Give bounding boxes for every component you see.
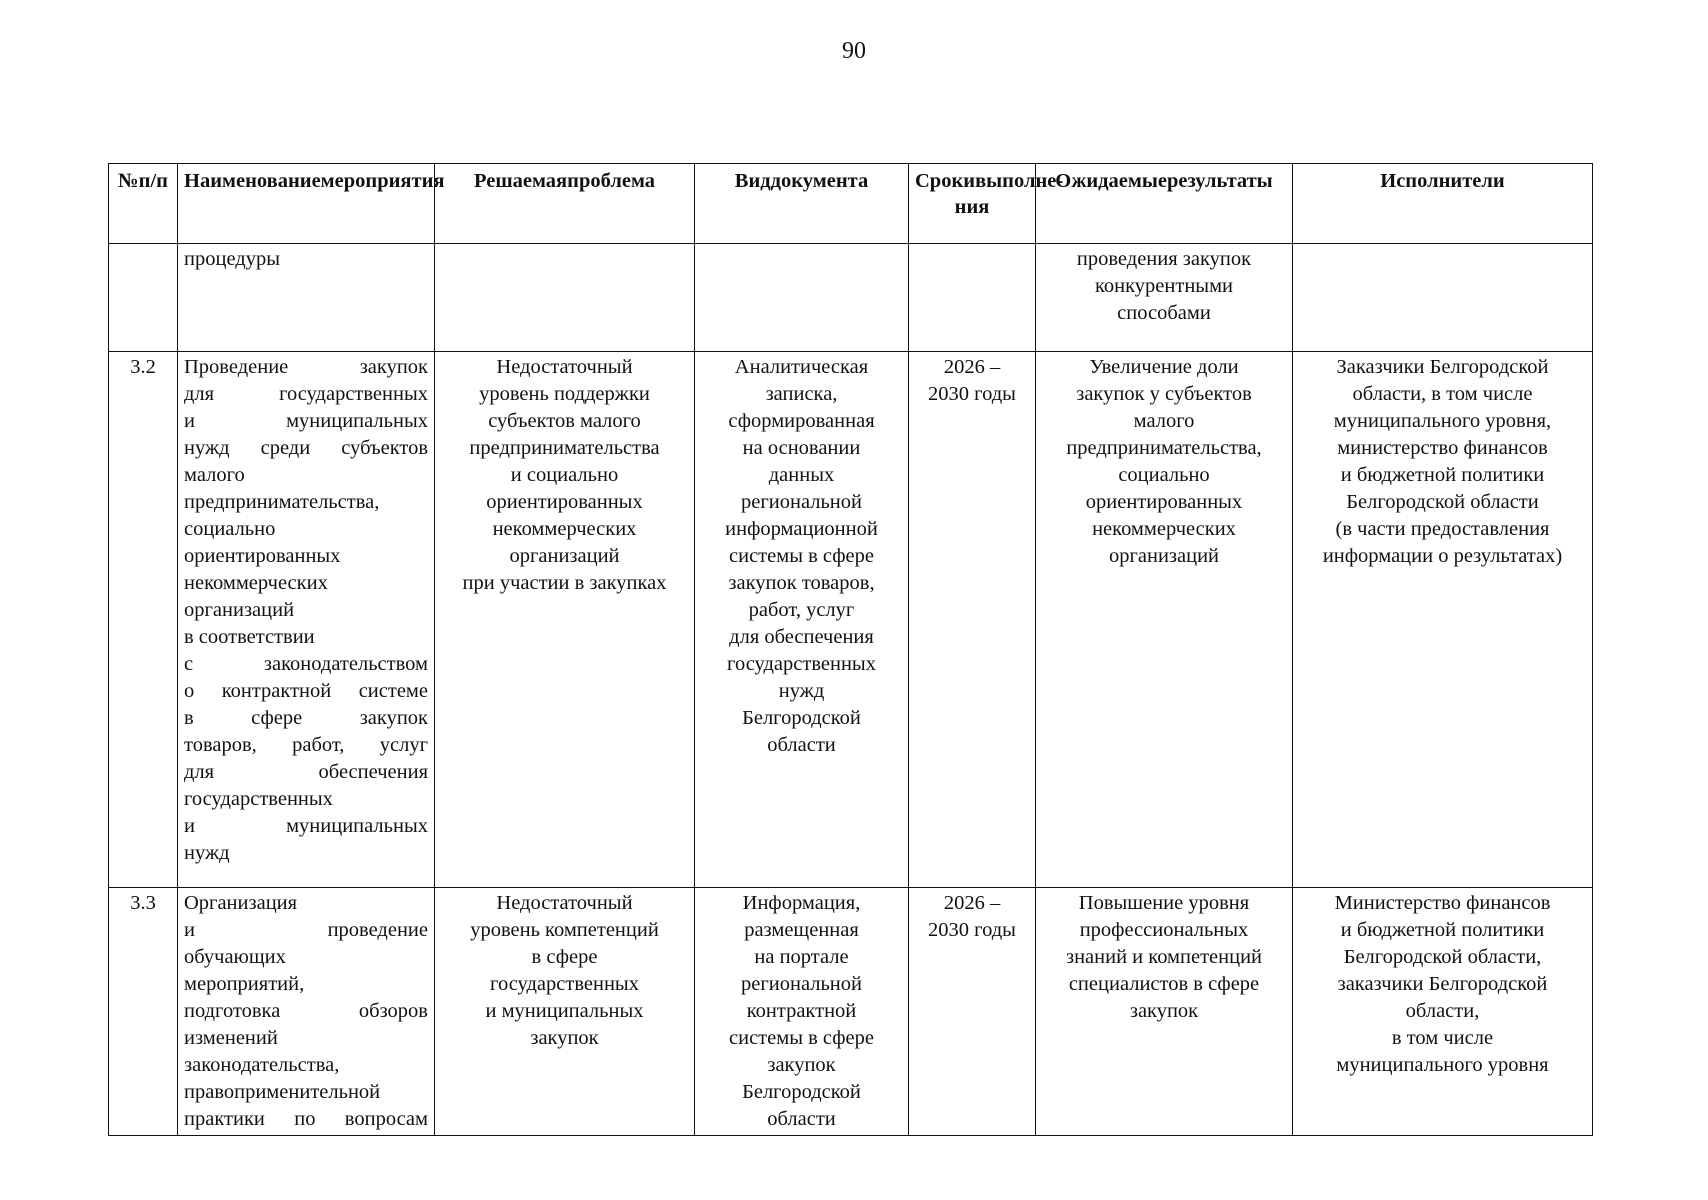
cell-line: заказчики Белгородской bbox=[1337, 973, 1548, 995]
cell-line: размещенная bbox=[744, 919, 859, 941]
row-executors bbox=[1293, 352, 1593, 888]
cell-line: малого bbox=[1133, 410, 1195, 432]
cell-line: (в части предоставления bbox=[1335, 518, 1550, 540]
cell-line: организаций bbox=[509, 545, 620, 567]
cell-line: ориентированных bbox=[486, 491, 643, 513]
cell-line: предпринимательства bbox=[469, 437, 660, 459]
cell-line: в соответствии bbox=[184, 626, 315, 648]
cell-line: обучающих bbox=[184, 946, 286, 968]
cell-line: государственных bbox=[184, 788, 333, 810]
cell-line: субъектов малого bbox=[488, 410, 641, 432]
cell-line: системы в сфере bbox=[729, 545, 874, 567]
cell-line: муниципального уровня bbox=[1336, 1054, 1549, 1076]
cell-line: для обеспечения bbox=[184, 761, 428, 783]
cell-line: информационной bbox=[725, 518, 878, 540]
cell-line: в том числе bbox=[1391, 1027, 1494, 1049]
cell-line: организаций bbox=[1108, 545, 1220, 567]
cell-line: министерство финансов bbox=[1337, 437, 1548, 459]
cell-line: Белгородской bbox=[742, 707, 861, 729]
cell-line: нужд bbox=[184, 842, 230, 864]
cell-line: и муниципальных bbox=[485, 1000, 644, 1022]
cell-line: мероприятий, bbox=[184, 973, 305, 995]
cell-line: записка, bbox=[765, 383, 838, 405]
cell-line: п/п bbox=[138, 170, 168, 192]
cell-line: государственных bbox=[490, 973, 639, 995]
cell-line: 2030 годы bbox=[928, 919, 1016, 941]
cell-line: 2030 годы bbox=[928, 383, 1016, 405]
cell-line: Повышение уровня bbox=[1078, 892, 1250, 914]
table-header-row bbox=[109, 164, 1593, 244]
cell-line: для государственных bbox=[184, 383, 428, 405]
table-row bbox=[109, 244, 1593, 352]
page-number: 90 bbox=[842, 38, 866, 64]
row-terms bbox=[909, 352, 1036, 888]
cell-line: мероприятия bbox=[320, 170, 445, 192]
header-name bbox=[178, 164, 445, 244]
cell-line: проведения закупок bbox=[1076, 248, 1252, 270]
cell-line: на портале bbox=[754, 946, 849, 968]
cell-line: для обеспечения bbox=[729, 626, 874, 648]
cell-line: специалистов в сфере bbox=[1068, 973, 1260, 995]
cell-line: ния bbox=[954, 196, 990, 218]
cell-line: и проведение bbox=[184, 919, 428, 941]
row-number bbox=[109, 244, 178, 352]
cell-line: области, bbox=[1405, 1000, 1480, 1022]
cell-line: региональной bbox=[741, 491, 862, 513]
header-problem bbox=[435, 164, 695, 244]
cell-line: области bbox=[767, 734, 836, 756]
cell-line: Наименование bbox=[184, 170, 321, 192]
cell-line: уровень компетенций bbox=[470, 919, 659, 941]
cell-line: в сфере bbox=[531, 946, 598, 968]
cell-line: и бюджетной политики bbox=[1340, 464, 1545, 486]
cell-line: правоприменительной bbox=[184, 1081, 381, 1103]
cell-line: подготовка обзоров bbox=[184, 1000, 428, 1022]
cell-line: Сроки bbox=[915, 170, 976, 192]
cell-line: Недостаточный bbox=[496, 892, 633, 914]
cell-line: и муниципальных bbox=[184, 410, 428, 432]
cell-line: Министерство финансов bbox=[1334, 892, 1551, 914]
cell-line: сформированная bbox=[728, 410, 875, 432]
cell-line: Белгородской bbox=[742, 1081, 861, 1103]
cell-line: результаты bbox=[1166, 170, 1273, 192]
row-results bbox=[1036, 352, 1293, 888]
cell-line: закупок bbox=[530, 1027, 599, 1049]
row-name bbox=[178, 244, 435, 352]
cell-line: с законодательством bbox=[184, 653, 428, 675]
cell-line: системы в сфере bbox=[729, 1027, 874, 1049]
cell-line: способами bbox=[1117, 302, 1211, 324]
row-problem bbox=[435, 352, 695, 888]
row-name bbox=[178, 352, 435, 888]
cell-line: Исполнители bbox=[1380, 170, 1505, 192]
cell-line: при участии в закупках bbox=[462, 572, 667, 594]
cell-line: законодательства, bbox=[184, 1054, 340, 1076]
row-document bbox=[695, 244, 909, 352]
row-terms bbox=[909, 888, 1036, 1136]
cell-line: и бюджетной политики bbox=[1340, 919, 1545, 941]
cell-line: некоммерческих bbox=[492, 518, 637, 540]
cell-line: Вид bbox=[734, 170, 771, 192]
cell-line: Заказчики Белгородской bbox=[1336, 356, 1549, 378]
cell-line: нужд bbox=[778, 680, 825, 702]
cell-line: выполне- bbox=[975, 170, 1064, 192]
cell-line: Организация bbox=[184, 892, 298, 914]
row-executors bbox=[1293, 244, 1593, 352]
cell-line: малого bbox=[184, 464, 245, 486]
cell-line: организаций bbox=[184, 599, 295, 621]
header-number bbox=[109, 164, 178, 244]
row-results bbox=[1036, 244, 1293, 352]
cell-line: на основании bbox=[742, 437, 861, 459]
cell-line: контрактной bbox=[746, 1000, 857, 1022]
cell-line: Белгородской области bbox=[1346, 491, 1539, 513]
cell-line: информации о результатах) bbox=[1322, 545, 1563, 567]
cell-line: Аналитическая bbox=[734, 356, 869, 378]
cell-line: социально bbox=[184, 518, 276, 540]
row-document bbox=[695, 352, 909, 888]
cell-line: закупок bbox=[1129, 1000, 1199, 1022]
cell-line: закупок товаров, bbox=[728, 572, 875, 594]
row-executors bbox=[1293, 888, 1593, 1136]
row-document bbox=[695, 888, 909, 1136]
cell-line: практики по вопросам bbox=[184, 1108, 428, 1130]
cell-line: работ, услуг bbox=[748, 599, 855, 621]
cell-line: Проведение закупок bbox=[184, 356, 428, 378]
row-problem bbox=[435, 244, 695, 352]
cell-line: ориентированных bbox=[184, 545, 341, 567]
header-results bbox=[1036, 164, 1293, 244]
cell-line: Белгородской области, bbox=[1343, 946, 1542, 968]
cell-line: 2026 – bbox=[943, 356, 1001, 378]
cell-line: Недостаточный bbox=[496, 356, 633, 378]
cell-line: закупок bbox=[767, 1054, 836, 1076]
cell-line: некоммерческих bbox=[1092, 518, 1236, 540]
cell-line: некоммерческих bbox=[184, 572, 328, 594]
cell-line: данных bbox=[768, 464, 835, 486]
cell-line: и социально bbox=[510, 464, 619, 486]
cell-line: о контрактной системе bbox=[184, 680, 428, 702]
cell-line: проблема bbox=[567, 170, 656, 192]
cell-line: Информация, bbox=[742, 892, 861, 914]
cell-line: Ожидаемые bbox=[1055, 170, 1167, 192]
cell-line: процедуры bbox=[184, 248, 280, 270]
cell-line: документа bbox=[770, 170, 869, 192]
cell-line: профессиональных bbox=[1079, 919, 1249, 941]
header-document bbox=[695, 164, 909, 244]
cell-line: нужд среди субъектов bbox=[184, 437, 428, 459]
table-row bbox=[109, 352, 1593, 888]
cell-line: социально bbox=[1118, 464, 1210, 486]
cell-line: муниципального уровня, bbox=[1333, 410, 1552, 432]
row-results bbox=[1036, 888, 1293, 1136]
row-number: 3.3 bbox=[109, 888, 178, 1136]
cell-line: изменений bbox=[184, 1027, 278, 1049]
row-terms bbox=[909, 244, 1036, 352]
cell-line: предпринимательства, bbox=[184, 491, 380, 513]
cell-line: № bbox=[118, 170, 139, 192]
cell-line: области, в том числе bbox=[1352, 383, 1533, 405]
cell-line: знаний и компетенций bbox=[1065, 946, 1263, 968]
cell-line: и муниципальных bbox=[184, 815, 428, 837]
cell-line: в сфере закупок bbox=[184, 707, 428, 729]
cell-line: ориентированных bbox=[1085, 491, 1243, 513]
cell-line: закупок у субъектов bbox=[1076, 383, 1252, 405]
cell-line: Увеличение доли bbox=[1089, 356, 1239, 378]
cell-line: товаров, работ, услуг bbox=[184, 734, 428, 756]
cell-line: Решаемая bbox=[473, 170, 568, 192]
cell-line: предпринимательства, bbox=[1066, 437, 1262, 459]
cell-line: конкурентными bbox=[1094, 275, 1234, 297]
cell-line: области bbox=[767, 1108, 836, 1130]
header-executors bbox=[1293, 164, 1593, 244]
row-name bbox=[178, 888, 435, 1136]
cell-line: 2026 – bbox=[943, 892, 1001, 914]
cell-line: уровень поддержки bbox=[479, 383, 650, 405]
activities-table bbox=[108, 163, 1593, 1136]
cell-line: региональной bbox=[741, 973, 862, 995]
table-row bbox=[109, 888, 1593, 1136]
row-problem bbox=[435, 888, 695, 1136]
cell-line: государственных bbox=[727, 653, 876, 675]
row-number: 3.2 bbox=[109, 352, 178, 888]
header-terms bbox=[909, 164, 1064, 244]
